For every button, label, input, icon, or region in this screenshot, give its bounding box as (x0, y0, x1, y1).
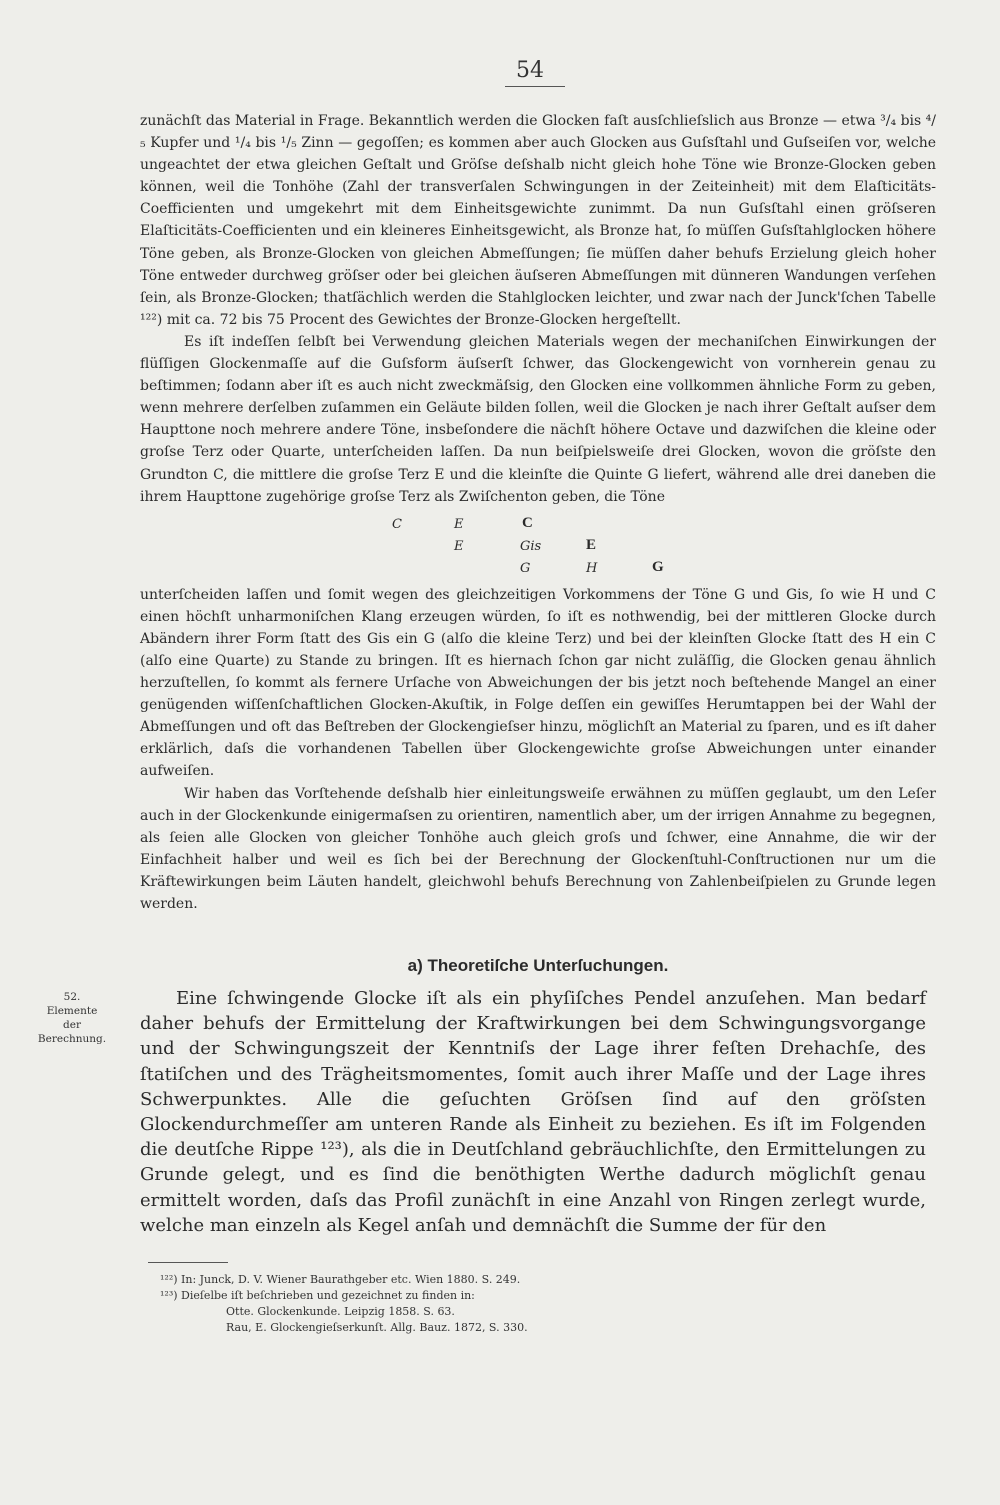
paragraph-pendulum: Eine ſchwingende Glocke iſt als ein phyſiſches Pendel anzuſehen. Man bedarf daher behufs der Ermittelung der Kraftwirkungen bei dem Schwingungsvorgange und der Schwingungszeit der Kenntniſs der Lage ihrer feſten Drehachſe, des ſtatiſchen und des Trägheitsmomentes, ſomit auch ihrer Maſſe und der Lage ihres Schwerpunktes. Alle die geſuchten Gröſsen ſind auf den gröſsten Glockendurchmeſſer am unteren Rande als Einheit zu beziehen. Es iſt im Folgenden die deutſche Rippe ¹²³), als die in Deutſchland gebräuchlichſte, den Ermittelungen zu Grunde gelegt, und es ſind die benöthigten Werthe dadurch möglichſt genau ermittelt worden, daſs das Profil zunächſt in eine Anzahl von Ringen zerlegt wurde, welche man einzeln als Kegel anſah und demnächſt die Summe der für den (140, 988, 926, 1236)
margin-note (30, 990, 114, 1046)
margin-note-line1: Elemente (46, 1005, 98, 1017)
tone-r2-c1: E (454, 538, 464, 554)
section-heading: a) Theoretiſche Unterſuchungen. (407, 956, 669, 975)
paragraph-material: zunächſt das Material in Frage. Bekanntlich werden die Glocken faſt ausſchlieſslich aus Bronze — etwa ³/₄ bis ⁴/₅ Kupfer und ¹/₄ bis ¹/₅ Zinn — gegoſſen; es kommen aber auch Glocken aus Guſsſtahl und Guſseiſen vor, welche ungeachtet der etwa gleichen Geſtalt und Gröſse deſshalb nicht gleich hohe Töne wie Bronze-Glocken geben können, weil die Tonhöhe (Zahl der transverſalen Schwingungen in der Zeiteinheit) mit dem Elaſticitäts-Coefficienten und umgekehrt mit dem Einheitsgewichte zunimmt. Da nun Guſsſtahl einen gröſseren Elaſticitäts-Coefficienten und ein kleineres Einheitsgewicht, als Bronze hat, ſo müſſen Guſsſtahlglocken höhere Töne geben, als Bronze-Glocken von gleichen Abmeſſungen; ſie müſſen daher behufs Erzielung gleich hoher Töne entweder durchweg gröſser oder bei gleichen äuſseren Abmeſſungen mit dünneren Wandungen verſehen ſein, als Bronze-Glocken; thatſächlich werden die Stahlglocken leichter, und zwar nach der Junck'ſchen Tabelle ¹²²) mit ca. 72 bis 75 Procent des Gewichtes der Bronze-Glocken hergeſtellt. (140, 113, 936, 328)
footnote-122: ¹²²) In: Junck, D. V. Wiener Baurathgeber etc. Wien 1880. S. 249. (160, 1273, 521, 1286)
page-number: 54 (516, 58, 544, 83)
body-text (140, 110, 936, 915)
tone-table (140, 512, 936, 584)
tone-r1-c3: C (522, 514, 533, 531)
footnotes (160, 1272, 660, 1336)
tone-r2-c2: Gis (520, 538, 542, 554)
margin-note-number: 52. (63, 991, 81, 1003)
footnote-123: ¹²³) Dieſelbe iſt beſchrieben und gezeichnet zu finden in: (160, 1289, 475, 1302)
tone-r1-c1: C (392, 516, 402, 532)
footnote-123-rau: Rau, E. Glockengieſserkunſt. Allg. Bauz. 1872, S. 330. (226, 1321, 528, 1334)
tone-r1-c2: E (454, 516, 464, 532)
footnote-rule (148, 1262, 228, 1263)
paragraph-bell-form: Es iſt indeſſen ſelbſt bei Verwendung gleichen Materials wegen der mechaniſchen Einwirkungen der flüſſigen Glockenmaſſe auf die Guſsform äuſserſt ſchwer, das Glockengewicht von vornherein genau zu beſtimmen; ſodann aber iſt es auch nicht zweckmäſsig, den Glocken eine vollkommen ähnliche Form zu geben, wenn mehrere derſelben zuſammen ein Geläute bilden ſollen, weil die Glocken je nach ihrer Geſtalt auſser dem Haupttone noch mehrere andere Töne, insbeſondere die nächſt höhere Octave und dazwiſchen die kleine oder groſse Terz oder Quarte, unterſcheiden laſſen. Da nun beiſpielsweiſe drei Glocken, wovon die gröſste den Grundton C, die mittlere die groſse Terz E und die kleinſte die Quinte G liefert, während alle drei daneben die ihrem Haupttone zugehörige groſse Terz als Zwiſchenton geben, die Töne (140, 333, 936, 505)
margin-note-line3: Berechnung. (37, 1033, 107, 1045)
tone-r3-c3: G (652, 558, 664, 575)
tone-r3-c1: G (520, 560, 531, 576)
page-number-rule (505, 86, 565, 87)
tone-r2-c3: E (586, 536, 597, 553)
footnote-123-otte: Otte. Glockenkunde. Leipzig 1858. S. 63. (226, 1305, 455, 1318)
large-text (140, 986, 926, 1238)
paragraph-harmony: unterſcheiden laſſen und ſomit wegen des gleichzeitigen Vorkommens der Töne G und Gis, ſo wie H und C einen höchſt unharmoniſchen Klang erzeugen würden, ſo iſt es nothwendig, bei der mittleren Glocke durch Abändern ihrer Form ſtatt des Gis ein G (alſo die kleine Terz) und bei der kleinſten Glocke ſtatt des H ein C (alſo eine Quarte) zu Stande zu bringen. Iſt es hiernach ſchon gar nicht zuläſſig, die Glocken genau ähnlich herzuſtellen, ſo kommt als fernere Urſache von Abweichungen der bis jetzt noch beſtehende Mangel an einer genügenden wiſſenſchaftlichen Glocken-Akuſtik, in Folge deſſen ein gewiſſes Herumtappen bei der Wahl der Abmeſſungen und oft das Beſtreben der Glockengieſser hinzu, möglichſt an Material zu ſparen, und es iſt daher erklärlich, daſs die vorhandenen Tabellen über Glockengewichte groſse Abweichungen unter einander aufweiſen. (140, 586, 936, 780)
tone-r3-c2: H (586, 560, 598, 576)
margin-note-line2: der (63, 1019, 81, 1031)
paragraph-introduction: Wir haben das Vorſtehende deſshalb hier einleitungsweiſe erwähnen zu müſſen geglaubt, um den Leſer auch in der Glockenkunde einigermaſsen zu orientiren, namentlich aber, um der irrigen Annahme zu begegnen, als ſeien alle Glocken von gleicher Tonhöhe auch gleich groſs und ſchwer, eine Annahme, die wir der Einfachheit halber und weil es ſich bei der Berechnung der Glockenſtuhl-Conſtructionen nur um die Kräftewirkungen beim Läuten handelt, gleichwohl behufs Berechnung von Zahlenbeiſpielen zu Grunde legen werden. (140, 785, 936, 912)
